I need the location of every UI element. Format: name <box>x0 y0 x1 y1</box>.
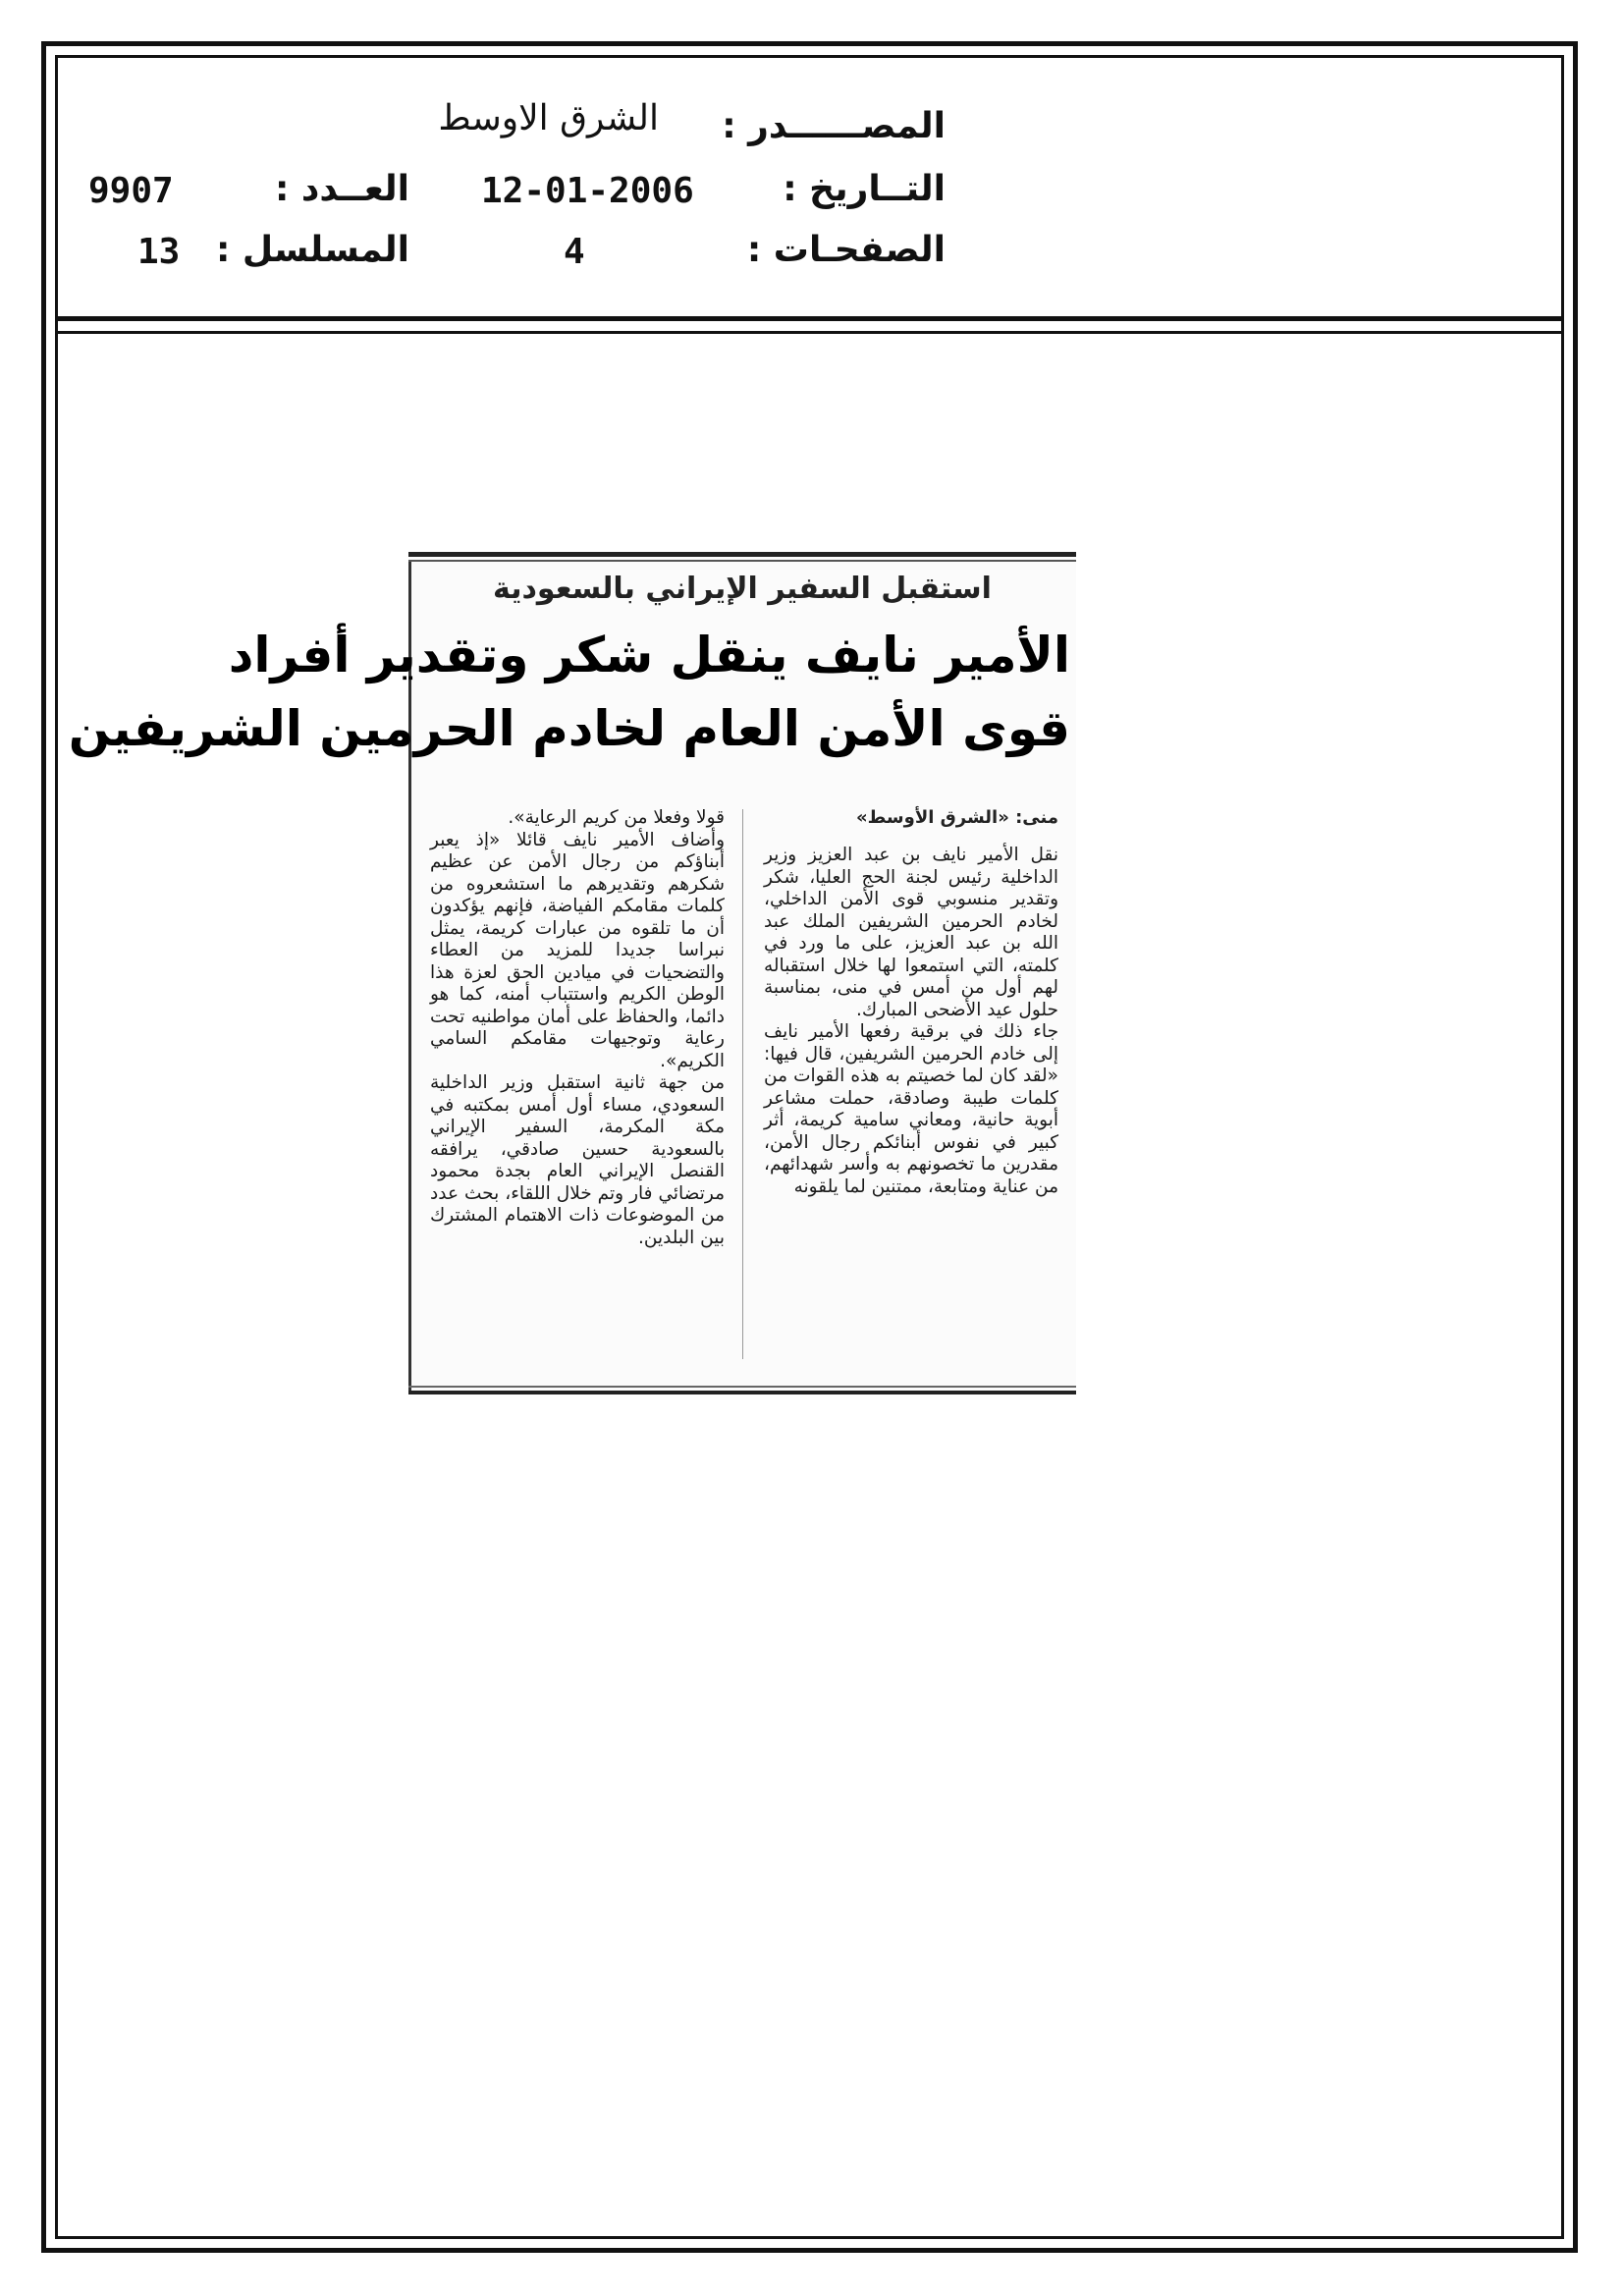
pages-label: الصفحـات : <box>746 230 946 270</box>
serial-label: المسلسل : <box>215 230 409 270</box>
source-value: الشرق الاوسط <box>438 98 659 138</box>
article-kicker: استقبل السفير الإيراني بالسعودية <box>493 572 992 606</box>
issue-value: 9907 <box>88 171 174 211</box>
date-label: التــاريخ : <box>783 169 946 209</box>
article-byline: منى: «الشرق الأوسط» <box>856 807 1058 828</box>
source-label: المصــــــدر : <box>722 106 946 146</box>
paragraph: من جهة ثانية استقبل وزير الداخلية السعودي، مساء أول أمس بمكتبه في مكة المكرمة، السفير الإيراني بالسعودية حسين صادقي، يرافقه القنصل الإيراني العام بجدة محمود مرتضائي فار وتم خلال اللقاء، بحث عدد من الموضوعات ذات الاهتمام المشترك بين البلدين. <box>430 1072 725 1248</box>
paragraph: جاء ذلك في برقية رفعها الأمير نايف إلى خادم الحرمين الشريفين، قال فيها: «لقد كان لما خصيتم به هذه القوات من كلمات طيبة وصادقة، حملت مشاعر أبوية حانية، ومعاني سامية كريمة، أثر كبير في نفوس أبنائكم رجال الأمن، مقدرين ما تخصونهم به وأسر شهدائهم، من عناية ومتابعة، ممتنين لما يلقونه <box>764 1021 1058 1197</box>
paragraph: قولا وفعلا من كريم الرعاية». <box>508 807 725 828</box>
header-divider <box>55 316 1564 321</box>
clipping-left-edge <box>408 562 411 1393</box>
clipping-top-rule-thin <box>408 560 1076 562</box>
clipping-bottom-rule-thin <box>408 1386 1076 1388</box>
article-headline-line-1: الأمير نايف ينقل شكر وتقدير أفراد <box>228 627 1070 683</box>
paragraph: وأضاف الأمير نايف قائلا «إذ يعبر أبناؤكم من رجال الأمن عن عظيم شكرهم وتقديرهم ما استشعروه من كلمات مقامكم الفياضة، فإنهم يؤكدون أن ما تلقوه من عبارات كريمة، يمثل نبراسا جديدا للمزيد من العطاء والتضحيات في ميادين الحق لعزة هذا الوطن الكريم واستتباب أمنه، كما هو دائما، والحفاظ على أمان مواطنيه تحت رعاية وتوجيهات مقامكم السامي الكريم». <box>430 829 725 1071</box>
article-headline-line-2: قوى الأمن العام لخادم الحرمين الشريفين <box>68 700 1070 757</box>
article-column-right <box>764 845 1058 1198</box>
date-value: 12-01-2006 <box>481 171 694 211</box>
clipping-top-rule <box>408 552 1076 557</box>
column-divider <box>742 809 743 1359</box>
pages-value: 4 <box>564 232 585 272</box>
newspaper-clipping <box>68 552 1076 1394</box>
article-column-left <box>430 807 725 1249</box>
serial-value: 13 <box>137 232 181 272</box>
paragraph: نقل الأمير نايف بن عبد العزيز وزير الداخلية رئيس لجنة الحج العليا، شكر وتقدير منسوبي قوى الأمن الداخلي، لخادم الحرمين الشريفين الملك عبد الله بن عبد العزيز، على ما ورد في كلمته، التي استمعوا لها خلال استقباله لهم أول من أمس في منى، بمناسبة حلول عيد الأضحى المبارك. <box>764 845 1058 1020</box>
clipping-bottom-rule <box>408 1391 1076 1394</box>
issue-label: العــدد : <box>275 169 409 209</box>
header-divider-secondary <box>55 331 1564 334</box>
